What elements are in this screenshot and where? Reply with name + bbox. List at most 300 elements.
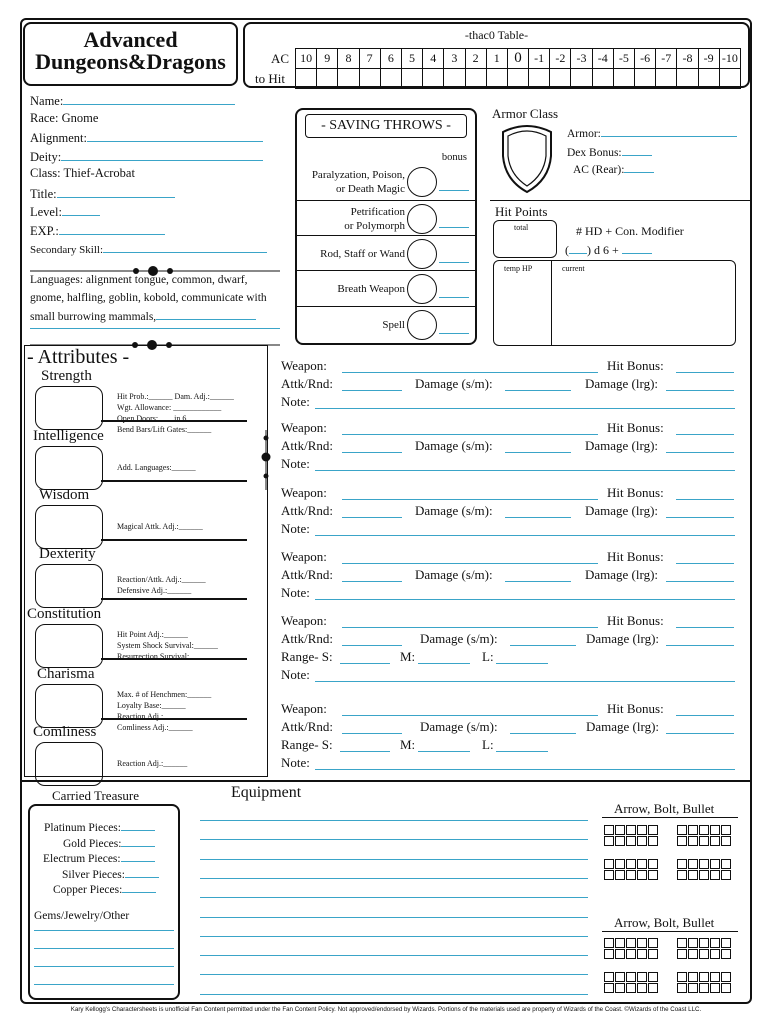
ac-cell: -7 <box>656 49 677 69</box>
ammo-checkbox[interactable] <box>637 983 647 993</box>
ammo-checkbox[interactable] <box>677 870 687 880</box>
equipment-title: Equipment <box>231 784 302 801</box>
ammo-checkbox[interactable] <box>648 836 658 846</box>
ammo-checkbox[interactable] <box>615 983 625 993</box>
ammo-tracker-grid <box>677 972 731 993</box>
ammo-checkbox[interactable] <box>699 836 709 846</box>
attacks-per-round-label: Attk/Rnd: <box>281 719 334 734</box>
ammo-checkbox[interactable] <box>699 859 709 869</box>
ammo-checkbox[interactable] <box>677 983 687 993</box>
treasure-item[interactable]: Silver Pieces: <box>62 865 159 881</box>
hit-bonus-blank[interactable] <box>676 715 734 716</box>
range-short-blank[interactable] <box>340 751 390 752</box>
ammo-checkbox[interactable] <box>688 972 698 982</box>
attribute-name: Dexterity <box>39 546 96 562</box>
saving-throws <box>295 108 477 345</box>
hp-tracker-box[interactable] <box>493 260 736 346</box>
ammo-checkbox[interactable] <box>615 972 625 982</box>
ammo-checkbox[interactable] <box>710 870 720 880</box>
ammo-checkbox[interactable] <box>677 938 687 948</box>
treasure-box <box>28 804 180 1000</box>
note-blank[interactable] <box>315 769 735 770</box>
damage-lg-blank[interactable] <box>666 581 734 582</box>
tohit-cell[interactable] <box>613 69 634 89</box>
ammo-checkbox[interactable] <box>688 836 698 846</box>
attribute-name: Charisma <box>37 666 95 682</box>
ammo-checkbox[interactable] <box>699 825 709 835</box>
ammo-checkbox[interactable] <box>699 938 709 948</box>
damage-sm-label: Damage (s/m): <box>420 719 498 734</box>
attribute-divider <box>101 420 247 422</box>
ammo-checkbox[interactable] <box>677 836 687 846</box>
save-row <box>297 142 475 200</box>
ammo-checkbox[interactable] <box>688 983 698 993</box>
tohit-cell[interactable] <box>444 69 465 89</box>
hd-dice-field[interactable]: ( ) d 6 + <box>565 241 652 258</box>
range-short-blank[interactable] <box>340 663 390 664</box>
title-field[interactable]: Title: <box>30 185 290 204</box>
ammo-checkbox[interactable] <box>637 972 647 982</box>
ammo-tracker-grid <box>604 938 658 959</box>
note-label: Note: <box>281 667 310 682</box>
ammo-checkbox[interactable] <box>604 949 614 959</box>
attacks-blank[interactable] <box>342 517 402 518</box>
ammo-checkbox[interactable] <box>626 983 636 993</box>
ammo-checkbox[interactable] <box>637 836 647 846</box>
damage-sm-blank[interactable] <box>505 581 571 582</box>
save-row <box>297 235 475 270</box>
ac-cell: 10 <box>296 49 317 69</box>
ammo-checkbox[interactable] <box>699 870 709 880</box>
attribute-modifier[interactable]: Loyalty Base:______ <box>117 701 186 710</box>
ammo-checkbox[interactable] <box>721 859 731 869</box>
damage-sm-blank[interactable] <box>505 452 571 453</box>
ammo-checkbox[interactable] <box>677 859 687 869</box>
save-row <box>297 270 475 306</box>
equipment-line[interactable] <box>200 878 588 879</box>
note-blank[interactable] <box>315 599 735 600</box>
save-bonus-blank[interactable] <box>439 190 469 191</box>
attacks-blank[interactable] <box>342 390 402 391</box>
ammo-checkbox[interactable] <box>604 836 614 846</box>
attribute-score-box[interactable] <box>35 386 103 430</box>
note-label: Note: <box>281 456 310 471</box>
hit-bonus-blank[interactable] <box>676 499 734 500</box>
ammo-checkbox[interactable] <box>626 870 636 880</box>
saving-throws-title: - SAVING THROWS - <box>305 114 467 138</box>
damage-sm-blank[interactable] <box>510 645 576 646</box>
ammo-checkbox[interactable] <box>648 859 658 869</box>
attribute-modifier[interactable]: Add. Languages:______ <box>117 462 196 472</box>
ammo-checkbox[interactable] <box>677 825 687 835</box>
equipment-line[interactable] <box>200 974 588 975</box>
ammo-checkbox[interactable] <box>604 972 614 982</box>
attribute-modifier[interactable]: Max. # of Henchmen:______ <box>117 690 212 699</box>
hit-bonus-blank[interactable] <box>676 434 734 435</box>
damage-lg-label: Damage (lrg): <box>586 631 660 646</box>
attribute-name: Intelligence <box>33 428 104 444</box>
weapon-name-blank[interactable] <box>342 372 598 373</box>
tohit-cell[interactable] <box>698 69 719 89</box>
temp-hp-label: temp HP <box>504 264 533 273</box>
attribute-divider <box>101 480 247 482</box>
treasure-item[interactable]: Copper Pieces: <box>53 880 156 896</box>
weapon-label: Weapon: <box>281 701 327 716</box>
languages-extra-line[interactable] <box>30 328 280 329</box>
ac-cell: -4 <box>592 49 613 69</box>
ac-cell: -10 <box>719 49 740 69</box>
attacks-per-round-label: Attk/Rnd: <box>281 376 334 391</box>
attribute-divider <box>101 718 247 720</box>
attribute-modifier[interactable]: Open Doors:____in 6 <box>117 414 187 423</box>
hit-bonus-label: Hit Bonus: <box>607 701 664 716</box>
ac-cell: -6 <box>635 49 656 69</box>
range-long-blank[interactable] <box>496 751 548 752</box>
tohit-cell[interactable] <box>677 69 698 89</box>
thac0-title: -thac0 Table- <box>464 28 529 42</box>
ammo-tracker-grid <box>604 825 658 846</box>
hit-bonus-label: Hit Bonus: <box>607 549 664 564</box>
damage-lg-blank[interactable] <box>666 452 734 453</box>
ammo-checkbox[interactable] <box>637 870 647 880</box>
save-bonus-blank[interactable] <box>439 227 469 228</box>
attacks-blank[interactable] <box>342 452 402 453</box>
ammo-checkbox[interactable] <box>648 825 658 835</box>
character-info <box>30 92 290 259</box>
treasure-title: Carried Treasure <box>52 788 140 803</box>
hit-bonus-blank[interactable] <box>676 563 734 564</box>
tohit-cell[interactable] <box>719 69 740 89</box>
attacks-per-round-label: Attk/Rnd: <box>281 567 334 582</box>
range-medium-blank[interactable] <box>418 751 470 752</box>
gems-label: Gems/Jewelry/Other <box>34 910 130 922</box>
equipment-line[interactable] <box>200 897 588 898</box>
attribute-name: Constitution <box>27 606 102 622</box>
ac-cell: 7 <box>359 49 380 69</box>
attacks-blank[interactable] <box>342 645 402 646</box>
armor-field[interactable]: Armor: <box>567 124 737 140</box>
ac-cell: 3 <box>444 49 465 69</box>
range-medium-blank[interactable] <box>418 663 470 664</box>
treasure-item[interactable]: Platinum Pieces: <box>44 818 155 834</box>
exp-field[interactable]: EXP.: <box>30 222 290 241</box>
weapon-name-blank[interactable] <box>342 563 598 564</box>
tohit-cell[interactable] <box>550 69 571 89</box>
tohit-cell[interactable] <box>465 69 486 89</box>
hd-label: # HD + Con. Modifier <box>576 224 684 238</box>
attacks-per-round-label: Attk/Rnd: <box>281 503 334 518</box>
weapon-name-blank[interactable] <box>342 499 598 500</box>
attacks-per-round-label: Attk/Rnd: <box>281 438 334 453</box>
ac-cell: 2 <box>465 49 486 69</box>
weapon-label: Weapon: <box>281 485 327 500</box>
hit-bonus-label: Hit Bonus: <box>607 485 664 500</box>
range-short-label: Range- S: <box>281 649 333 664</box>
ammo-checkbox[interactable] <box>626 972 636 982</box>
attribute-score-box[interactable] <box>35 624 103 668</box>
ammo-checkbox[interactable] <box>648 949 658 959</box>
tohit-cell[interactable] <box>296 69 317 89</box>
ammo-checkbox[interactable] <box>615 825 625 835</box>
ammo-checkbox[interactable] <box>637 825 647 835</box>
attribute-modifier[interactable]: Reaction/Attk. Adj.:______ <box>117 575 206 584</box>
tohit-cell[interactable] <box>338 69 359 89</box>
attributes-side-ornament <box>258 430 274 490</box>
weapon-label: Weapon: <box>281 358 327 373</box>
attribute-score-box[interactable] <box>35 505 103 549</box>
ammo-checkbox[interactable] <box>721 949 731 959</box>
ammo-checkbox[interactable] <box>710 859 720 869</box>
ammo-checkbox[interactable] <box>699 949 709 959</box>
equipment-line[interactable] <box>200 859 588 860</box>
save-bonus-blank[interactable] <box>439 262 469 263</box>
tohit-cell[interactable] <box>656 69 677 89</box>
equipment-line[interactable] <box>200 820 588 821</box>
attribute-divider <box>101 658 247 660</box>
attribute-modifier[interactable]: Defensive Adj.:______ <box>117 586 192 595</box>
ammo-checkbox[interactable] <box>615 870 625 880</box>
attribute-modifier[interactable]: Hit Prob.:______ Dam. Adj.:______ <box>117 392 234 401</box>
damage-lg-label: Damage (lrg): <box>585 376 659 391</box>
dex-bonus-field[interactable]: Dex Bonus: <box>567 143 652 159</box>
damage-sm-label: Damage (s/m): <box>415 438 493 453</box>
ac-cell: 1 <box>486 49 507 69</box>
ammo-checkbox[interactable] <box>615 836 625 846</box>
tohit-cell[interactable] <box>486 69 507 89</box>
ammo-checkbox[interactable] <box>648 870 658 880</box>
damage-lg-label: Damage (lrg): <box>586 719 660 734</box>
ammo-checkbox[interactable] <box>721 870 731 880</box>
attribute-modifier[interactable]: Bend Bars/Lift Gates:______ <box>117 425 212 434</box>
weapon-name-blank[interactable] <box>342 434 598 435</box>
ammo-tracker-grid <box>677 859 731 880</box>
ammo-checkbox[interactable] <box>721 983 731 993</box>
hp-total-box[interactable]: total <box>493 220 557 258</box>
attacks-per-round-label: Attk/Rnd: <box>281 631 334 646</box>
ammo-checkbox[interactable] <box>710 972 720 982</box>
ac-rear-field[interactable]: AC (Rear): <box>573 160 654 176</box>
tohit-cell[interactable] <box>635 69 656 89</box>
tohit-cell[interactable] <box>317 69 338 89</box>
ac-cell: -3 <box>571 49 592 69</box>
ammo-checkbox[interactable] <box>615 859 625 869</box>
tohit-cell[interactable] <box>401 69 422 89</box>
legal-footer: Kary Kellogg's Charactersheets is unofficial Fan Content permitted under the Fan Content Policy. Not approved/endorsed by Wizards. Portions of the materials used are property of Wizards of the Coast. ©Wizards of the Coast LLC. <box>70 1006 702 1013</box>
range-medium-label: M: <box>400 649 416 664</box>
ammo-checkbox[interactable] <box>688 859 698 869</box>
tohit-cell[interactable] <box>529 69 550 89</box>
damage-lg-blank[interactable] <box>666 390 734 391</box>
attribute-modifier[interactable]: Reaction Adj.:______ <box>117 758 188 768</box>
save-value-circle[interactable] <box>407 239 437 269</box>
name-field[interactable]: Name: <box>30 92 290 111</box>
deity-field[interactable]: Deity: <box>30 148 290 167</box>
attribute-name: Strength <box>41 368 92 384</box>
damage-lg-blank[interactable] <box>666 733 734 734</box>
ammo-checkbox[interactable] <box>604 870 614 880</box>
range-short-label: Range- S: <box>281 737 333 752</box>
ammo-checkbox[interactable] <box>648 972 658 982</box>
attribute-score-box[interactable] <box>35 684 103 728</box>
ammo-tracker-grid <box>604 859 658 880</box>
save-value-circle[interactable] <box>407 310 437 340</box>
ammo-checkbox[interactable] <box>710 983 720 993</box>
current-hp-label: current <box>562 264 585 273</box>
ammo-checkbox[interactable] <box>615 938 625 948</box>
ac-cell: -2 <box>550 49 571 69</box>
attacks-blank[interactable] <box>342 733 402 734</box>
ammo-checkbox[interactable] <box>721 938 731 948</box>
ammo-checkbox[interactable] <box>721 825 731 835</box>
note-label: Note: <box>281 521 310 536</box>
attribute-score-box[interactable] <box>35 564 103 608</box>
hit-bonus-blank[interactable] <box>676 627 734 628</box>
ammo-checkbox[interactable] <box>626 836 636 846</box>
armor-class-title: Armor Class <box>492 106 559 121</box>
ammo-checkbox[interactable] <box>626 825 636 835</box>
save-value-circle[interactable] <box>407 167 437 197</box>
save-value-circle[interactable] <box>407 274 437 304</box>
ammo-tracker-grid <box>677 825 731 846</box>
ammo-checkbox[interactable] <box>604 859 614 869</box>
ac-cell: 5 <box>401 49 422 69</box>
attribute-modifier[interactable]: Resurrection Survival:______ <box>117 651 214 661</box>
tohit-cell[interactable] <box>359 69 380 89</box>
attribute-modifier[interactable]: Hit Point Adj.:______ <box>117 629 188 639</box>
ammo-checkbox[interactable] <box>648 938 658 948</box>
damage-lg-blank[interactable] <box>666 645 734 646</box>
weapon-name-blank[interactable] <box>342 627 598 628</box>
ammo-checkbox[interactable] <box>699 983 709 993</box>
note-blank[interactable] <box>315 470 735 471</box>
attribute-modifier[interactable]: Comliness Adj.:______ <box>117 723 193 732</box>
note-blank[interactable] <box>315 681 735 682</box>
tohit-cell[interactable] <box>592 69 613 89</box>
equipment-line[interactable] <box>200 955 588 956</box>
attribute-name: Wisdom <box>39 487 90 503</box>
range-long-label: L: <box>482 737 494 752</box>
tohit-cell[interactable] <box>571 69 592 89</box>
ac-cell: 6 <box>380 49 401 69</box>
save-name: Paralyzation, Poison, or Death Magic <box>311 169 405 195</box>
save-bonus-blank[interactable] <box>439 297 469 298</box>
ammo-checkbox[interactable] <box>626 938 636 948</box>
hit-bonus-blank[interactable] <box>676 372 734 373</box>
ammo-checkbox[interactable] <box>637 949 647 959</box>
treasure-item[interactable]: Electrum Pieces: <box>43 849 155 865</box>
equipment-line[interactable] <box>200 936 588 937</box>
languages-text[interactable]: Languages: alignment tongue, common, dwarf, gnome, halfling, goblin, kobold, communicate with small burrowing mammals, <box>30 274 267 323</box>
attribute-divider <box>101 539 247 541</box>
ammo-checkbox[interactable] <box>688 870 698 880</box>
race-field[interactable]: Race: Gnome <box>30 110 99 125</box>
ammo-checkbox[interactable] <box>626 859 636 869</box>
save-value-circle[interactable] <box>407 204 437 234</box>
ammo-checkbox[interactable] <box>615 949 625 959</box>
save-name: Breath Weapon <box>337 283 405 295</box>
ammo-checkbox[interactable] <box>604 983 614 993</box>
ammo-checkbox[interactable] <box>648 983 658 993</box>
damage-sm-label: Damage (s/m): <box>415 376 493 391</box>
damage-sm-blank[interactable] <box>505 517 571 518</box>
hit-points-title: Hit Points <box>495 204 548 219</box>
thac0-grid <box>295 48 741 89</box>
save-row <box>297 200 475 235</box>
tohit-cell[interactable] <box>423 69 444 89</box>
weapon-name-blank[interactable] <box>342 715 598 716</box>
ammo-checkbox[interactable] <box>710 836 720 846</box>
ammo-checkbox[interactable] <box>721 972 731 982</box>
ammo-checkbox[interactable] <box>688 825 698 835</box>
ammo-checkbox[interactable] <box>626 949 636 959</box>
tohit-cell[interactable] <box>380 69 401 89</box>
ammo-checkbox[interactable] <box>710 825 720 835</box>
equipment-line[interactable] <box>200 839 588 840</box>
ac-row-label: AC <box>271 51 290 66</box>
ammo-checkbox[interactable] <box>710 938 720 948</box>
bonus-label: bonus <box>441 152 467 163</box>
ammo-checkbox[interactable] <box>604 938 614 948</box>
thac0-table <box>243 22 750 88</box>
class-field[interactable]: Class: Thief-Acrobat <box>30 166 135 180</box>
attribute-modifier[interactable]: Reaction Adj.:______ <box>117 712 188 721</box>
hit-bonus-label: Hit Bonus: <box>607 613 664 628</box>
attribute-score-box[interactable] <box>35 446 103 490</box>
damage-sm-blank[interactable] <box>510 733 576 734</box>
ac-cell: -1 <box>529 49 550 69</box>
ac-cell: -8 <box>677 49 698 69</box>
note-blank[interactable] <box>315 408 735 409</box>
attribute-modifier[interactable]: Magical Attk. Adj.:______ <box>117 521 203 531</box>
ammo-checkbox[interactable] <box>677 972 687 982</box>
equipment-line[interactable] <box>200 994 588 995</box>
ac-cell: 8 <box>338 49 359 69</box>
ac-cell: 9 <box>317 49 338 69</box>
save-bonus-blank[interactable] <box>439 333 469 334</box>
note-label: Note: <box>281 394 310 409</box>
shield-icon <box>497 122 557 194</box>
tohit-cell[interactable] <box>507 69 528 89</box>
attacks-blank[interactable] <box>342 581 402 582</box>
ammo-tracker-grid <box>604 972 658 993</box>
attribute-modifier[interactable]: System Shock Survival:______ <box>117 640 218 650</box>
damage-lg-label: Damage (lrg): <box>585 503 659 518</box>
tohit-row-label: to Hit <box>255 71 285 86</box>
note-blank[interactable] <box>315 535 735 536</box>
damage-lg-blank[interactable] <box>666 517 734 518</box>
lower-divider <box>20 780 752 782</box>
ammo-checkbox[interactable] <box>710 949 720 959</box>
ammo-checkbox[interactable] <box>637 859 647 869</box>
treasure-item[interactable]: Gold Pieces: <box>63 834 155 850</box>
ammo-checkbox[interactable] <box>604 825 614 835</box>
range-long-label: L: <box>482 649 494 664</box>
alignment-field[interactable]: Alignment: <box>30 129 290 148</box>
ammo-checkbox[interactable] <box>699 972 709 982</box>
ammo-checkbox[interactable] <box>637 938 647 948</box>
level-field[interactable]: Level: <box>30 203 290 222</box>
range-long-blank[interactable] <box>496 663 548 664</box>
ammo-checkbox[interactable] <box>677 949 687 959</box>
damage-sm-blank[interactable] <box>505 390 571 391</box>
attributes-title: - Attributes - <box>27 346 130 368</box>
ammo-checkbox[interactable] <box>688 938 698 948</box>
equipment-line[interactable] <box>200 917 588 918</box>
attribute-modifier[interactable]: Wgt. Allowance: ____________ <box>117 403 222 412</box>
secondary-skill-field[interactable]: Secondary Skill: <box>30 240 290 259</box>
ammo-checkbox[interactable] <box>721 836 731 846</box>
ammo-checkbox[interactable] <box>688 949 698 959</box>
